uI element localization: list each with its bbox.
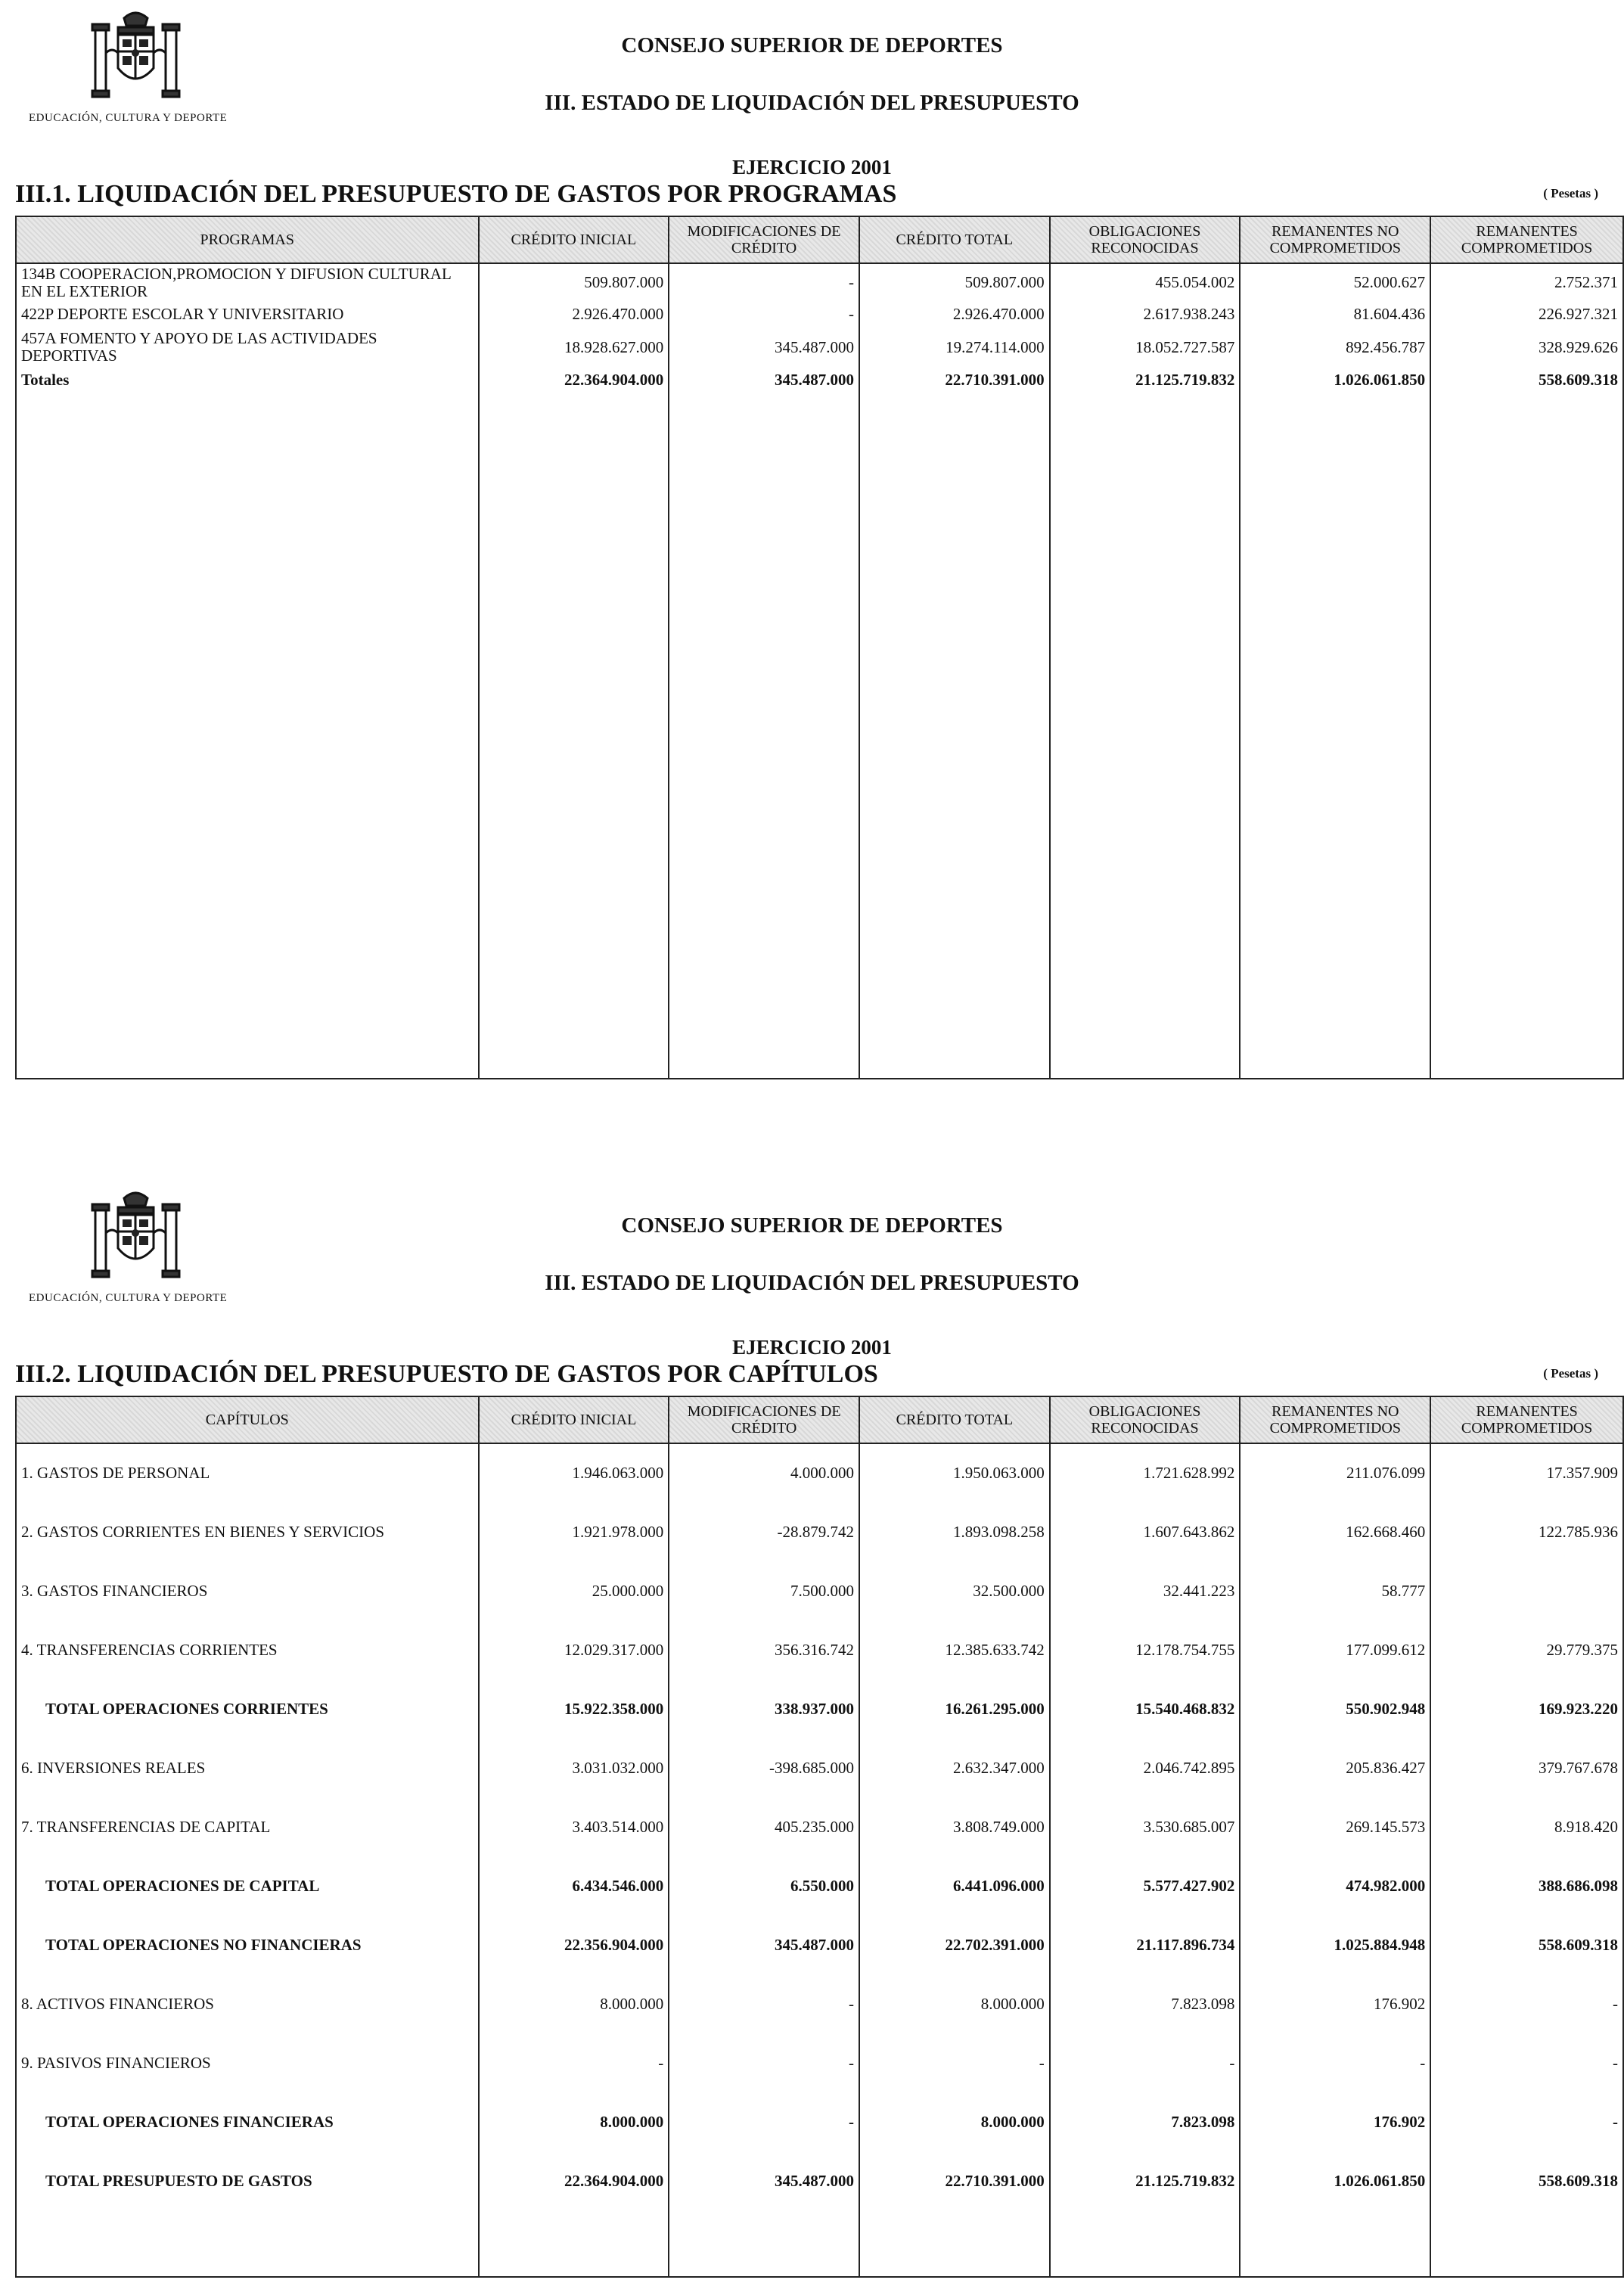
row-label: TOTAL OPERACIONES CORRIENTES	[16, 1679, 479, 1738]
column-header: REMANENTES COMPROMETIDOS	[1430, 1396, 1623, 1443]
obligaciones-cell: 5.577.427.902	[1050, 1856, 1241, 1915]
modificaciones-cell: 338.937.000	[669, 1679, 859, 1738]
rem-no-comprometidos-cell: 162.668.460	[1240, 1502, 1430, 1561]
obligaciones-cell: 7.823.098	[1050, 1974, 1241, 2033]
credito-inicial-cell: 22.356.904.000	[479, 1915, 669, 1974]
column-header: PROGRAMAS	[16, 216, 479, 263]
credito-total-cell: 3.808.749.000	[859, 1797, 1050, 1856]
credito-total-cell: 22.710.391.000	[859, 2151, 1050, 2210]
obligaciones-cell: 21.125.719.832	[1050, 368, 1241, 392]
capitulos-table	[15, 1396, 1624, 2278]
currency-note: ( Pesetas )	[1543, 186, 1598, 200]
credito-inicial-cell: 22.364.904.000	[479, 2151, 669, 2210]
credito-inicial-cell: 2.926.470.000	[479, 301, 669, 327]
credito-inicial-cell: 18.928.627.000	[479, 327, 669, 368]
rem-no-comprometidos-cell: 1.026.061.850	[1240, 2151, 1430, 2210]
rem-comprometidos-cell: 388.686.098	[1430, 1856, 1623, 1915]
credito-inicial-cell: 12.029.317.000	[479, 1620, 669, 1679]
table-row	[16, 1620, 1623, 1679]
row-label: TOTAL OPERACIONES NO FINANCIERAS	[16, 1915, 479, 1974]
empty-table-area	[16, 2210, 1623, 2277]
table-row	[16, 2033, 1623, 2092]
fiscal-year: EJERCICIO 2001	[732, 1336, 892, 1359]
row-label: 1. GASTOS DE PERSONAL	[16, 1443, 479, 1502]
rem-comprometidos-cell: 17.357.909	[1430, 1443, 1623, 1502]
credito-inicial-cell: 1.946.063.000	[479, 1443, 669, 1502]
subtotal-row	[16, 1679, 1623, 1738]
row-label: 134B COOPERACION,PROMOCION Y DIFUSION CULTURAL EN EL EXTERIOR	[16, 263, 479, 301]
row-label: 422P DEPORTE ESCOLAR Y UNIVERSITARIO	[16, 301, 479, 327]
obligaciones-cell: 21.117.896.734	[1050, 1915, 1241, 1974]
modificaciones-cell: -	[669, 2033, 859, 2092]
rem-comprometidos-cell: 122.785.936	[1430, 1502, 1623, 1561]
row-label: TOTAL OPERACIONES FINANCIERAS	[16, 2092, 479, 2151]
currency-note: ( Pesetas )	[1543, 1366, 1598, 1381]
rem-no-comprometidos-cell: 176.902	[1240, 1974, 1430, 2033]
row-label: 8. ACTIVOS FINANCIEROS	[16, 1974, 479, 2033]
modificaciones-cell: -	[669, 2092, 859, 2151]
row-label: 4. TRANSFERENCIAS CORRIENTES	[16, 1620, 479, 1679]
credito-total-cell: 6.441.096.000	[859, 1856, 1050, 1915]
modificaciones-cell: 345.487.000	[669, 1915, 859, 1974]
rem-comprometidos-cell: 558.609.318	[1430, 1915, 1623, 1974]
obligaciones-cell: 1.607.643.862	[1050, 1502, 1241, 1561]
modificaciones-cell: -	[669, 263, 859, 301]
organization-title: CONSEJO SUPERIOR DE DEPORTES	[621, 1213, 1003, 1238]
credito-total-cell: 8.000.000	[859, 2092, 1050, 2151]
rem-no-comprometidos-cell: 474.982.000	[1240, 1856, 1430, 1915]
row-label: 457A FOMENTO Y APOYO DE LAS ACTIVIDADES DEPORTIVAS	[16, 327, 479, 368]
rem-no-comprometidos-cell: 176.902	[1240, 2092, 1430, 2151]
column-header: MODIFICACIONES DE CRÉDITO	[669, 216, 859, 263]
credito-inicial-cell: 8.000.000	[479, 2092, 669, 2151]
obligaciones-cell: 2.617.938.243	[1050, 301, 1241, 327]
rem-no-comprometidos-cell: 550.902.948	[1240, 1679, 1430, 1738]
modificaciones-cell: -	[669, 301, 859, 327]
credito-inicial-cell: 8.000.000	[479, 1974, 669, 2033]
credito-inicial-cell: 6.434.546.000	[479, 1856, 669, 1915]
table-row	[16, 1502, 1623, 1561]
row-label: 9. PASIVOS FINANCIEROS	[16, 2033, 479, 2092]
obligaciones-cell: 3.530.685.007	[1050, 1797, 1241, 1856]
subtotal-row	[16, 1856, 1623, 1915]
report-title: III. ESTADO DE LIQUIDACIÓN DEL PRESUPUESTO	[545, 91, 1079, 115]
row-label: 6. INVERSIONES REALES	[16, 1738, 479, 1797]
subtotal-row	[16, 2151, 1623, 2210]
table-row	[16, 1974, 1623, 2033]
row-label: Totales	[16, 368, 479, 392]
column-header: CAPÍTULOS	[16, 1396, 479, 1443]
obligaciones-cell: 18.052.727.587	[1050, 327, 1241, 368]
rem-comprometidos-cell	[1430, 1561, 1623, 1620]
obligaciones-cell: 455.054.002	[1050, 263, 1241, 301]
ministry-name: EDUCACIÓN, CULTURA Y DEPORTE	[29, 112, 228, 124]
rem-no-comprometidos-cell: 81.604.436	[1240, 301, 1430, 327]
obligaciones-cell: 21.125.719.832	[1050, 2151, 1241, 2210]
credito-total-cell: -	[859, 2033, 1050, 2092]
credito-total-cell: 8.000.000	[859, 1974, 1050, 2033]
organization-title: CONSEJO SUPERIOR DE DEPORTES	[621, 33, 1003, 57]
credito-inicial-cell: 15.922.358.000	[479, 1679, 669, 1738]
rem-no-comprometidos-cell: 211.076.099	[1240, 1443, 1430, 1502]
section-heading: III.2. LIQUIDACIÓN DEL PRESUPUESTO DE GASTOS POR CAPÍTULOS	[15, 1360, 878, 1388]
credito-total-cell: 22.710.391.000	[859, 368, 1050, 392]
subtotal-row	[16, 1915, 1623, 1974]
obligaciones-cell: 15.540.468.832	[1050, 1679, 1241, 1738]
column-header: REMANENTES NO COMPROMETIDOS	[1240, 1396, 1430, 1443]
credito-total-cell: 16.261.295.000	[859, 1679, 1050, 1738]
modificaciones-cell: 4.000.000	[669, 1443, 859, 1502]
credito-total-cell: 1.950.063.000	[859, 1443, 1050, 1502]
rem-comprometidos-cell: -	[1430, 2092, 1623, 2151]
table-header	[16, 1396, 1623, 1443]
ministry-name: EDUCACIÓN, CULTURA Y DEPORTE	[29, 1292, 228, 1304]
credito-total-cell: 32.500.000	[859, 1561, 1050, 1620]
row-label: 7. TRANSFERENCIAS DE CAPITAL	[16, 1797, 479, 1856]
column-header: REMANENTES NO COMPROMETIDOS	[1240, 216, 1430, 263]
credito-inicial-cell: 3.403.514.000	[479, 1797, 669, 1856]
obligaciones-cell: 2.046.742.895	[1050, 1738, 1241, 1797]
modificaciones-cell: 345.487.000	[669, 368, 859, 392]
rem-comprometidos-cell: -	[1430, 1974, 1623, 2033]
credito-inicial-cell: 25.000.000	[479, 1561, 669, 1620]
table-row	[16, 1738, 1623, 1797]
modificaciones-cell: 345.487.000	[669, 327, 859, 368]
modificaciones-cell: -398.685.000	[669, 1738, 859, 1797]
section-heading: III.1. LIQUIDACIÓN DEL PRESUPUESTO DE GASTOS POR PROGRAMAS	[15, 180, 897, 208]
rem-no-comprometidos-cell: 269.145.573	[1240, 1797, 1430, 1856]
rem-no-comprometidos-cell: 205.836.427	[1240, 1738, 1430, 1797]
rem-no-comprometidos-cell: -	[1240, 2033, 1430, 2092]
credito-total-cell: 22.702.391.000	[859, 1915, 1050, 1974]
credito-inicial-cell: 1.921.978.000	[479, 1502, 669, 1561]
fiscal-year: EJERCICIO 2001	[732, 156, 892, 179]
programas-table	[15, 216, 1624, 1079]
obligaciones-cell: 12.178.754.755	[1050, 1620, 1241, 1679]
table-header	[16, 216, 1623, 263]
modificaciones-cell: 345.487.000	[669, 2151, 859, 2210]
rem-no-comprometidos-cell: 58.777	[1240, 1561, 1430, 1620]
credito-total-cell: 19.274.114.000	[859, 327, 1050, 368]
rem-no-comprometidos-cell: 52.000.627	[1240, 263, 1430, 301]
credito-total-cell: 1.893.098.258	[859, 1502, 1050, 1561]
credito-inicial-cell: 3.031.032.000	[479, 1738, 669, 1797]
credito-inicial-cell: -	[479, 2033, 669, 2092]
column-header: CRÉDITO INICIAL	[479, 1396, 669, 1443]
rem-comprometidos-cell: 29.779.375	[1430, 1620, 1623, 1679]
table-row	[16, 327, 1623, 368]
report-title: III. ESTADO DE LIQUIDACIÓN DEL PRESUPUESTO	[545, 1271, 1079, 1295]
modificaciones-cell: -28.879.742	[669, 1502, 859, 1561]
rem-comprometidos-cell: 8.918.420	[1430, 1797, 1623, 1856]
column-header: REMANENTES COMPROMETIDOS	[1430, 216, 1623, 263]
rem-comprometidos-cell: -	[1430, 2033, 1623, 2092]
rem-comprometidos-cell: 558.609.318	[1430, 2151, 1623, 2210]
column-header: OBLIGACIONES RECONOCIDAS	[1050, 216, 1241, 263]
obligaciones-cell: 7.823.098	[1050, 2092, 1241, 2151]
rem-comprometidos-cell: 328.929.626	[1430, 327, 1623, 368]
obligaciones-cell: 1.721.628.992	[1050, 1443, 1241, 1502]
rem-comprometidos-cell: 226.927.321	[1430, 301, 1623, 327]
rem-no-comprometidos-cell: 177.099.612	[1240, 1620, 1430, 1679]
table-row	[16, 263, 1623, 301]
obligaciones-cell: 32.441.223	[1050, 1561, 1241, 1620]
row-label: TOTAL OPERACIONES DE CAPITAL	[16, 1856, 479, 1915]
column-header: MODIFICACIONES DE CRÉDITO	[669, 1396, 859, 1443]
column-header: CRÉDITO INICIAL	[479, 216, 669, 263]
credito-total-cell: 2.926.470.000	[859, 301, 1050, 327]
credito-total-cell: 2.632.347.000	[859, 1738, 1050, 1797]
rem-comprometidos-cell: 379.767.678	[1430, 1738, 1623, 1797]
table-row	[16, 301, 1623, 327]
rem-no-comprometidos-cell: 892.456.787	[1240, 327, 1430, 368]
credito-total-cell: 12.385.633.742	[859, 1620, 1050, 1679]
table-row	[16, 1797, 1623, 1856]
row-label: 2. GASTOS CORRIENTES EN BIENES Y SERVICIOS	[16, 1502, 479, 1561]
subtotal-row	[16, 2092, 1623, 2151]
column-header: CRÉDITO TOTAL	[859, 1396, 1050, 1443]
row-label: 3. GASTOS FINANCIEROS	[16, 1561, 479, 1620]
table-row	[16, 1443, 1623, 1502]
rem-comprometidos-cell: 169.923.220	[1430, 1679, 1623, 1738]
row-label: TOTAL PRESUPUESTO DE GASTOS	[16, 2151, 479, 2210]
modificaciones-cell: 356.316.742	[669, 1620, 859, 1679]
credito-inicial-cell: 22.364.904.000	[479, 368, 669, 392]
modificaciones-cell: 405.235.000	[669, 1797, 859, 1856]
modificaciones-cell: -	[669, 1974, 859, 2033]
rem-comprometidos-cell: 2.752.371	[1430, 263, 1623, 301]
rem-no-comprometidos-cell: 1.026.061.850	[1240, 368, 1430, 392]
credito-total-cell: 509.807.000	[859, 263, 1050, 301]
rem-comprometidos-cell: 558.609.318	[1430, 368, 1623, 392]
rem-no-comprometidos-cell: 1.025.884.948	[1240, 1915, 1430, 1974]
column-header: OBLIGACIONES RECONOCIDAS	[1050, 1396, 1241, 1443]
credito-inicial-cell: 509.807.000	[479, 263, 669, 301]
empty-table-area	[16, 392, 1623, 1079]
modificaciones-cell: 7.500.000	[669, 1561, 859, 1620]
column-header: CRÉDITO TOTAL	[859, 216, 1050, 263]
obligaciones-cell: -	[1050, 2033, 1241, 2092]
table-row	[16, 1561, 1623, 1620]
totals-row	[16, 368, 1623, 392]
modificaciones-cell: 6.550.000	[669, 1856, 859, 1915]
